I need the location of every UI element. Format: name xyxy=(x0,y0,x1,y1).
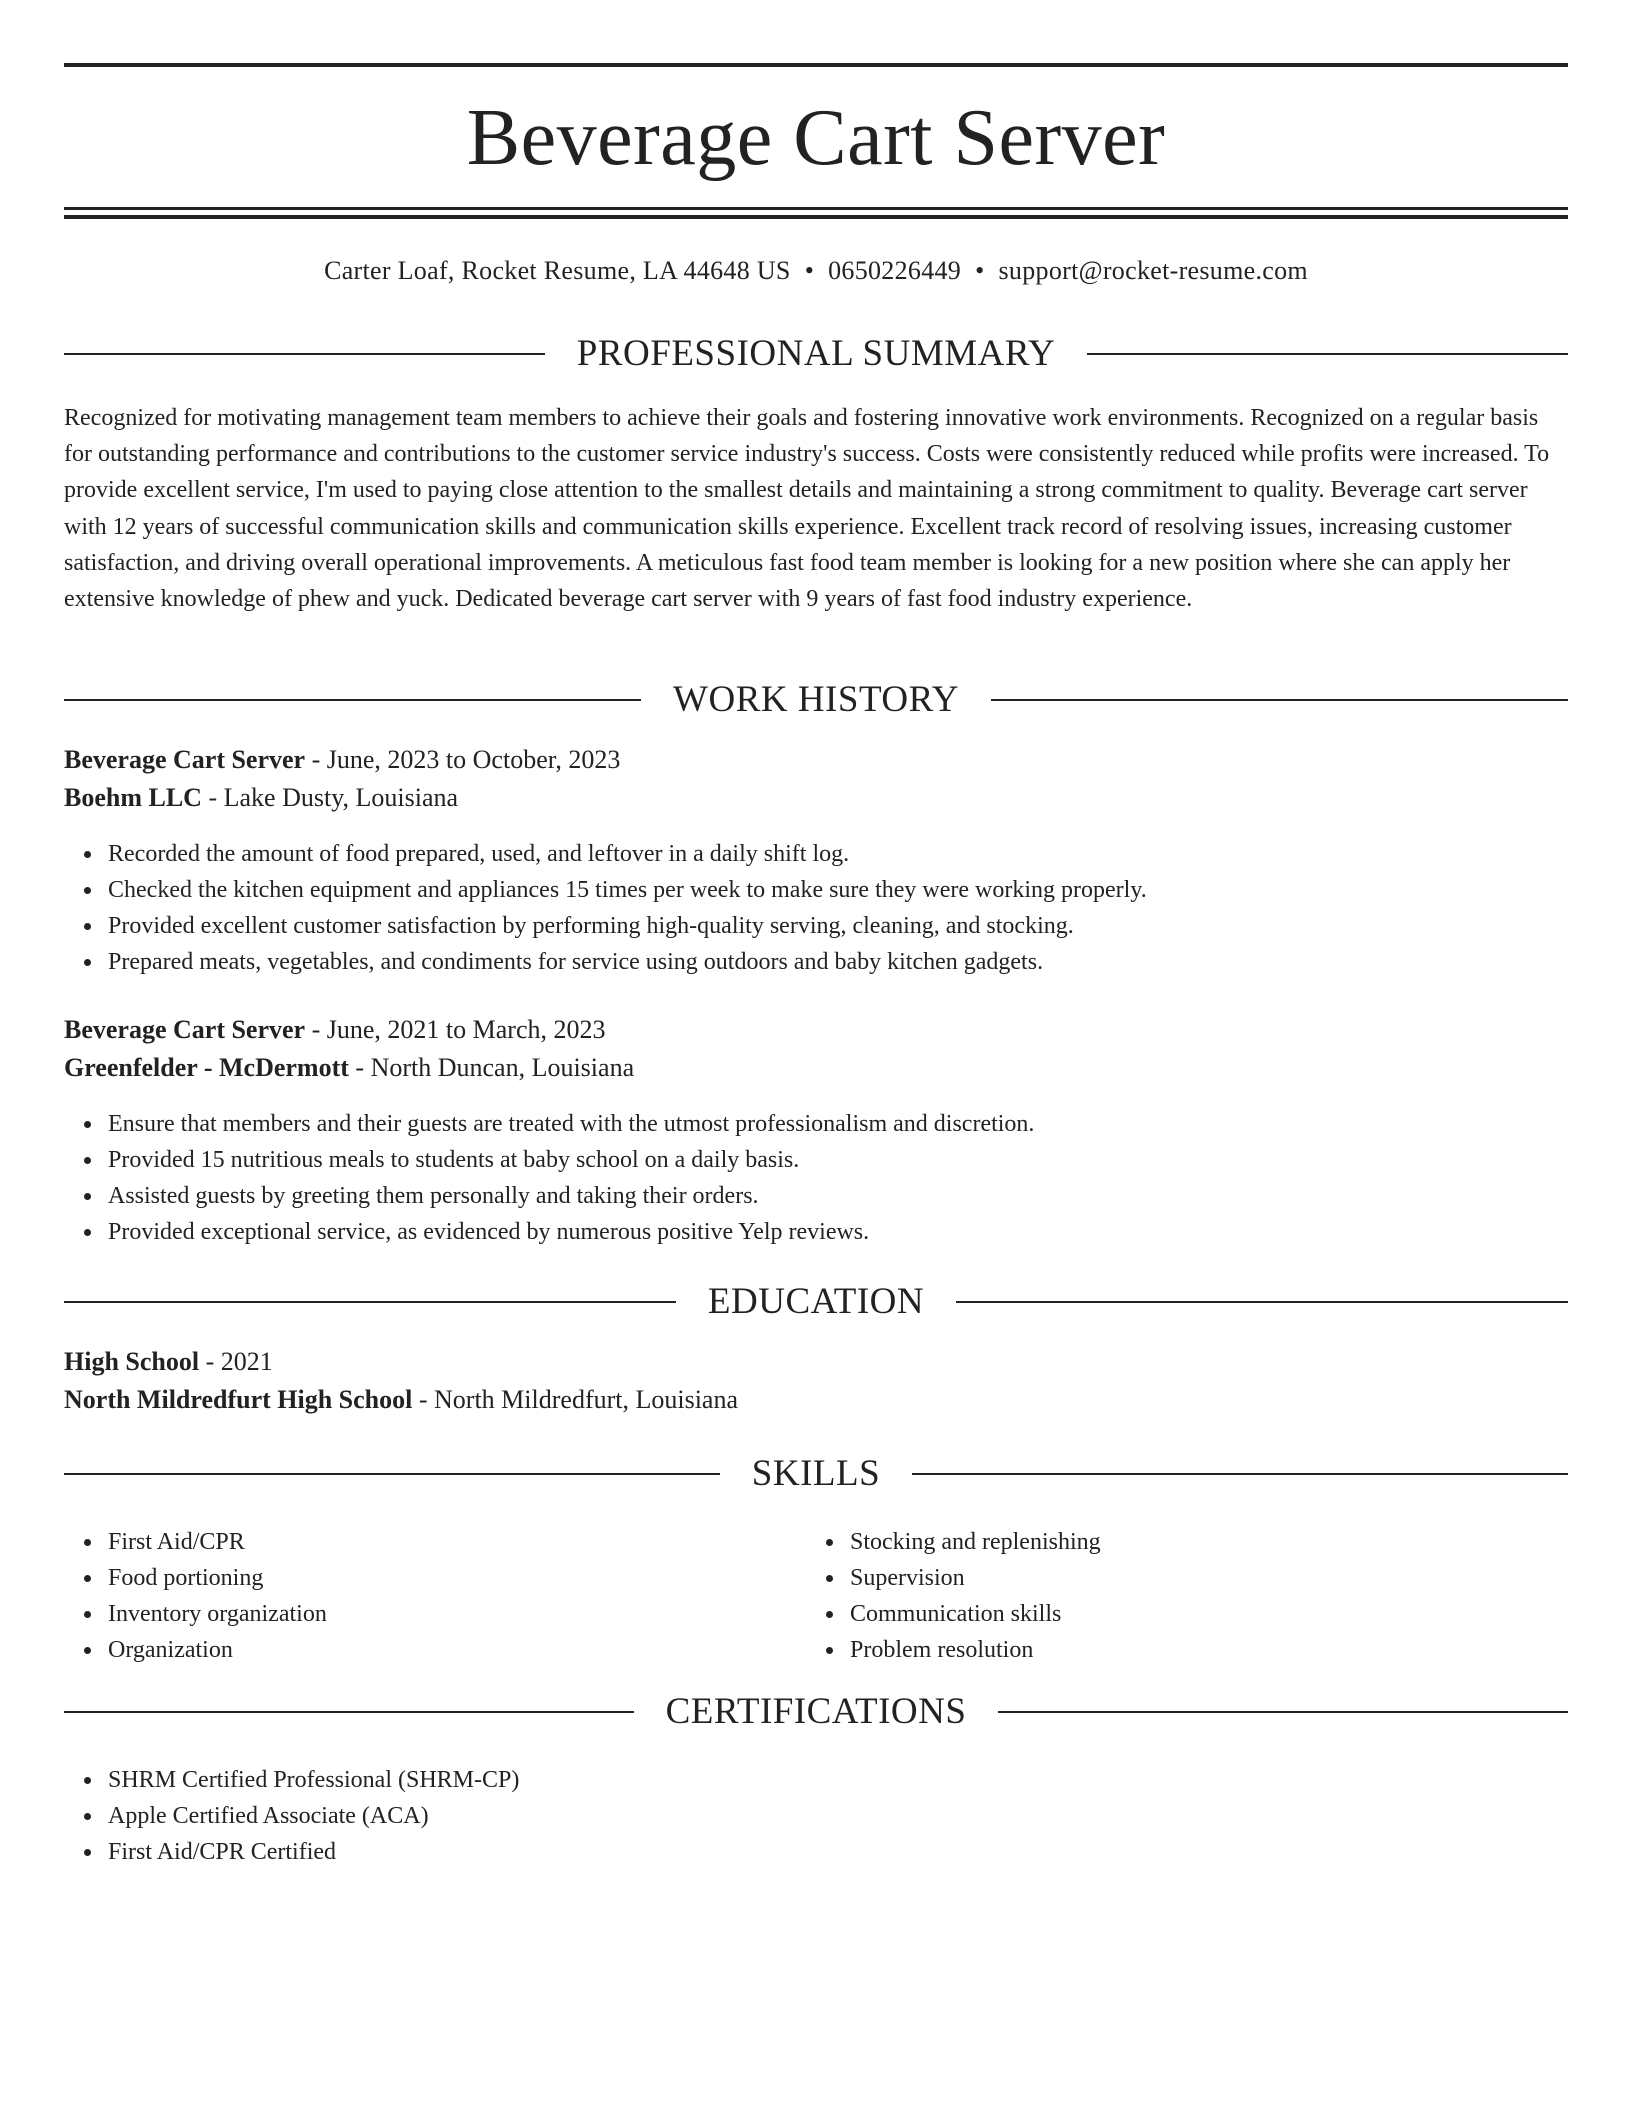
job-title: Beverage Cart Server xyxy=(64,1015,306,1044)
contact-line xyxy=(64,254,1568,288)
title-rule-upper xyxy=(64,207,1568,210)
section-title: WORK HISTORY xyxy=(673,679,959,720)
list-item: First Aid/CPR Certified xyxy=(108,1834,519,1870)
job-company-line xyxy=(64,1050,634,1086)
list-item: Organization xyxy=(108,1632,327,1668)
contact-email: support@rocket-resume.com xyxy=(998,256,1308,285)
list-item: Checked the kitchen equipment and appliances 15 times per week to make sure they were working properly. xyxy=(108,872,1147,908)
job-bullet-list xyxy=(108,1106,1034,1250)
certifications-list xyxy=(108,1762,519,1870)
contact-phone: 0650226449 xyxy=(828,256,962,285)
heading-rule xyxy=(64,1711,634,1713)
section-heading-skills xyxy=(64,1450,1568,1498)
contact-separator: • xyxy=(804,256,815,285)
heading-rule xyxy=(64,353,545,355)
heading-rule xyxy=(64,699,641,701)
list-item: Stocking and replenishing xyxy=(850,1524,1101,1560)
job-location: - North Duncan, Louisiana xyxy=(348,1053,635,1082)
education-degree-line xyxy=(64,1344,273,1380)
list-item: Provided excellent customer satisfaction by performing high-quality serving, cleaning, and stocking. xyxy=(108,908,1147,944)
heading-rule xyxy=(64,1301,676,1303)
list-item: Ensure that members and their guests are treated with the utmost professionalism and discretion. xyxy=(108,1106,1034,1142)
section-title: PROFESSIONAL SUMMARY xyxy=(576,333,1056,374)
job-company: Boehm LLC xyxy=(64,783,202,812)
list-item: Food portioning xyxy=(108,1560,327,1596)
summary-text: Recognized for motivating management team members to achieve their goals and fostering innovative work environments. Recognized on a regular basis for outstanding performance and contributions to the customer service industry's success. Costs were consistently reduced while profits were increased. To provide excellent service, I'm used to paying close attention to the smallest details and maintaining a strong commitment to quality. Beverage cart server with 12 years of successful communication skills and communication skills experience. Excellent track record of resolving issues, increasing customer satisfaction, and driving overall operational improvements. A meticulous fast food team member is looking for a new position where she can apply her extensive knowledge of phew and yuck. Dedicated beverage cart server with 9 years of fast food industry experience. xyxy=(64,405,1550,613)
list-item: Provided 15 nutritious meals to students at baby school on a daily basis. xyxy=(108,1142,1034,1178)
education-school-line xyxy=(64,1382,738,1418)
education-school: North Mildredfurt High School xyxy=(64,1385,413,1414)
list-item: Problem resolution xyxy=(850,1632,1101,1668)
skills-list-left xyxy=(108,1524,327,1668)
section-heading-certifications xyxy=(64,1688,1568,1736)
job-title: Beverage Cart Server xyxy=(64,745,306,774)
job-company: Greenfelder - McDermott xyxy=(64,1053,349,1082)
list-item: First Aid/CPR xyxy=(108,1524,327,1560)
section-title: CERTIFICATIONS xyxy=(665,1691,967,1732)
list-item: Prepared meats, vegetables, and condiments for service using outdoors and baby kitchen gadgets. xyxy=(108,944,1147,980)
skills-list-right xyxy=(850,1524,1101,1668)
heading-rule xyxy=(64,1473,720,1475)
job-company-line xyxy=(64,780,458,816)
section-title: SKILLS xyxy=(751,1453,881,1494)
section-title: EDUCATION xyxy=(707,1281,925,1322)
education-location: - North Mildredfurt, Louisiana xyxy=(412,1385,739,1414)
job-dates: - June, 2023 to October, 2023 xyxy=(305,745,621,774)
resume-title: Beverage Cart Server xyxy=(466,94,1166,182)
list-item: Supervision xyxy=(850,1560,1101,1596)
job-location: - Lake Dusty, Louisiana xyxy=(201,783,459,812)
list-item: Inventory organization xyxy=(108,1596,327,1632)
section-heading-work-history xyxy=(64,676,1568,724)
contact-separator: • xyxy=(975,256,985,285)
section-heading-education xyxy=(64,1278,1568,1326)
heading-rule xyxy=(991,699,1568,701)
title-rule-lower xyxy=(64,215,1568,219)
list-item: Communication skills xyxy=(850,1596,1101,1632)
education-year: - 2021 xyxy=(199,1347,273,1376)
list-item: Assisted guests by greeting them personally and taking their orders. xyxy=(108,1178,1034,1214)
heading-rule xyxy=(1087,353,1568,355)
job-dates: - June, 2021 to March, 2023 xyxy=(305,1015,606,1044)
job-title-line xyxy=(64,1012,606,1048)
heading-rule xyxy=(956,1301,1568,1303)
list-item: SHRM Certified Professional (SHRM-CP) xyxy=(108,1762,519,1798)
job-title-line xyxy=(64,742,620,778)
section-heading-summary xyxy=(64,330,1568,378)
contact-address: Carter Loaf, Rocket Resume, LA 44648 US xyxy=(324,256,791,285)
education-degree: High School xyxy=(64,1347,200,1376)
list-item: Recorded the amount of food prepared, used, and leftover in a daily shift log. xyxy=(108,836,1147,872)
list-item: Provided exceptional service, as evidenced by numerous positive Yelp reviews. xyxy=(108,1214,1034,1250)
list-item: Apple Certified Associate (ACA) xyxy=(108,1798,519,1834)
heading-rule xyxy=(912,1473,1568,1475)
job-bullet-list xyxy=(108,836,1147,980)
top-rule xyxy=(64,63,1568,67)
heading-rule xyxy=(998,1711,1568,1713)
